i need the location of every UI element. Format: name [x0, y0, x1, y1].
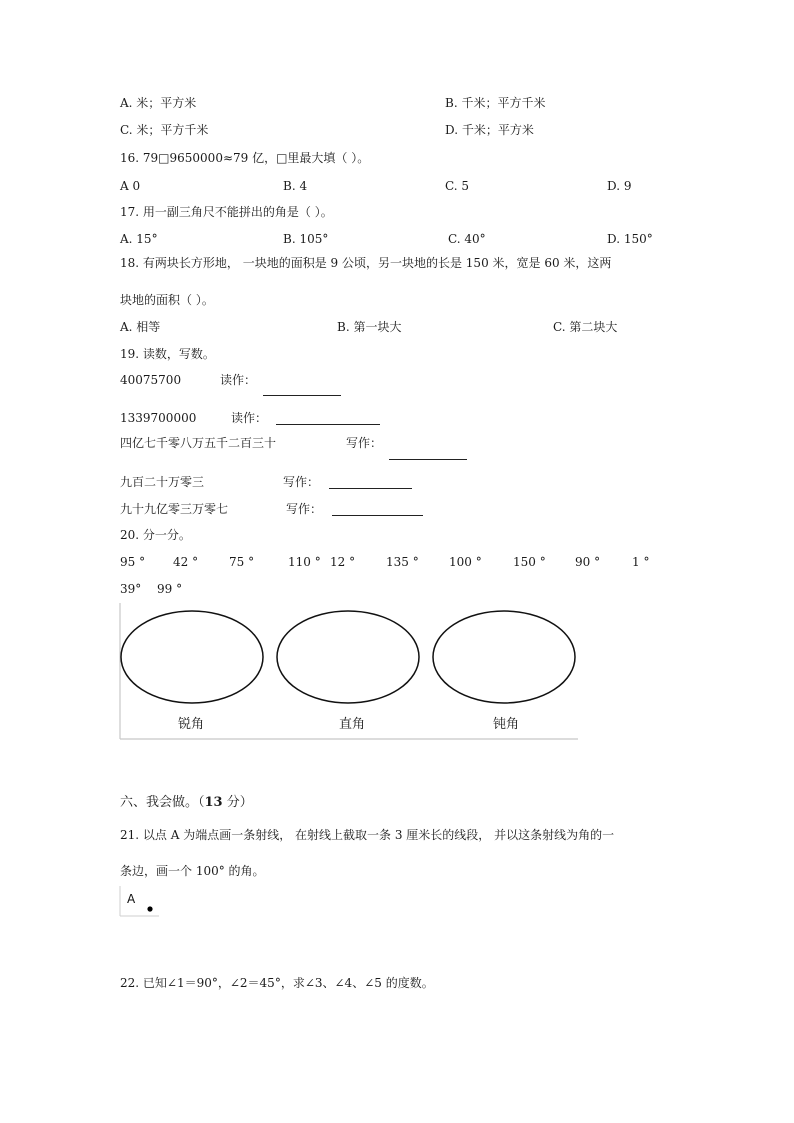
q18-option-a: A. 相等	[120, 320, 161, 334]
q19-answer-blank-3[interactable]	[389, 459, 467, 460]
angle-value: 12 °	[330, 555, 356, 569]
q19-answer-blank-2[interactable]	[276, 424, 380, 425]
q20-stem: 20. 分一分。	[120, 528, 191, 542]
q19-label-5: 写作：	[286, 502, 323, 516]
right-angle-oval[interactable]	[277, 611, 419, 703]
category-acute-label: 锐角	[177, 717, 205, 732]
q19-stem: 19. 读数，写数。	[120, 347, 215, 361]
angle-value: 75 °	[229, 555, 255, 569]
q19-number-2: 1339700000	[120, 411, 197, 425]
angle-value: 95 °	[120, 555, 146, 569]
q19-answer-blank-1[interactable]	[263, 395, 341, 396]
section-6-title: 六、我会做。（	[120, 795, 205, 810]
q19-answer-blank-4[interactable]	[329, 488, 412, 489]
angle-value: 110 °	[288, 555, 321, 569]
angle-value: 42 °	[173, 555, 199, 569]
q19-number-1: 40075700	[120, 373, 182, 387]
q17-option-c: C. 40°	[448, 232, 486, 246]
angle-value: 90 °	[575, 555, 601, 569]
q22-stem: 22. 已知∠1＝90°，∠2＝45°，求∠3、∠4、∠5 的度数。	[120, 976, 434, 990]
q19-label-2: 读作：	[231, 411, 268, 425]
q19-number-5: 九十九亿零三万零七	[120, 502, 229, 516]
point-a-dot[interactable]	[147, 906, 152, 911]
point-a-label: A	[127, 892, 136, 906]
angle-value: 99 °	[157, 582, 183, 596]
obtuse-angle-oval[interactable]	[433, 611, 575, 703]
angle-value: 150 °	[513, 555, 546, 569]
q19-label-3: 写作：	[346, 436, 383, 450]
q18-stem-line1: 18. 有两块长方形地， 一块地的面积是 9 公顷，另一块地的长是 150 米，宽是 60 米，这两	[120, 256, 612, 270]
q18-option-b: B. 第一块大	[337, 320, 402, 334]
point-a-figure	[119, 886, 161, 918]
q16-option-c: C. 5	[445, 179, 470, 193]
q15-option-d: D. 千米；平方米	[445, 123, 534, 137]
q16-option-b: B. 4	[283, 179, 308, 193]
section-6-title-end: 分）	[222, 795, 253, 810]
q17-option-d: D. 150°	[607, 232, 653, 246]
q17-stem: 17. 用一副三角尺不能拼出的角是（ ）。	[120, 205, 333, 219]
q16-option-a: A 0	[120, 179, 141, 193]
q21-stem-line2: 条边，画一个 100° 的角。	[120, 864, 265, 878]
q19-number-3: 四亿七千零八万五千二百三十	[120, 436, 277, 450]
category-right-label: 直角	[338, 717, 366, 732]
q16-option-d: D. 9	[607, 179, 632, 193]
q19-number-4: 九百二十万零三	[120, 475, 205, 489]
q18-option-c: C. 第二块大	[553, 320, 618, 334]
section-6-score: 13	[204, 795, 223, 810]
q15-option-b: B. 千米；平方千米	[445, 96, 546, 110]
angle-value: 135 °	[386, 555, 419, 569]
angle-value: 1 °	[632, 555, 650, 569]
q19-label-1: 读作：	[220, 373, 257, 387]
category-obtuse-label: 钝角	[492, 717, 520, 732]
angle-value: 100 °	[449, 555, 482, 569]
angle-value: 39°	[120, 582, 142, 596]
q19-answer-blank-5[interactable]	[332, 515, 423, 516]
q15-option-a: A. 米；平方米	[120, 96, 197, 110]
q17-option-a: A. 15°	[120, 232, 158, 246]
section-6-heading	[120, 796, 253, 810]
q16-stem: 16. 79□9650000≈79 亿，□里最大填（ ）。	[120, 151, 370, 165]
q15-option-c: C. 米；平方千米	[120, 123, 209, 137]
acute-angle-oval[interactable]	[121, 611, 263, 703]
q18-stem-line2: 块地的面积（ ）。	[120, 293, 214, 307]
angle-classification-figure	[119, 603, 581, 743]
q19-label-4: 写作：	[283, 475, 320, 489]
q21-stem-line1: 21. 以点 A 为端点画一条射线， 在射线上截取一条 3 厘米长的线段， 并以这条射线为角的一	[120, 828, 615, 842]
q17-option-b: B. 105°	[283, 232, 329, 246]
